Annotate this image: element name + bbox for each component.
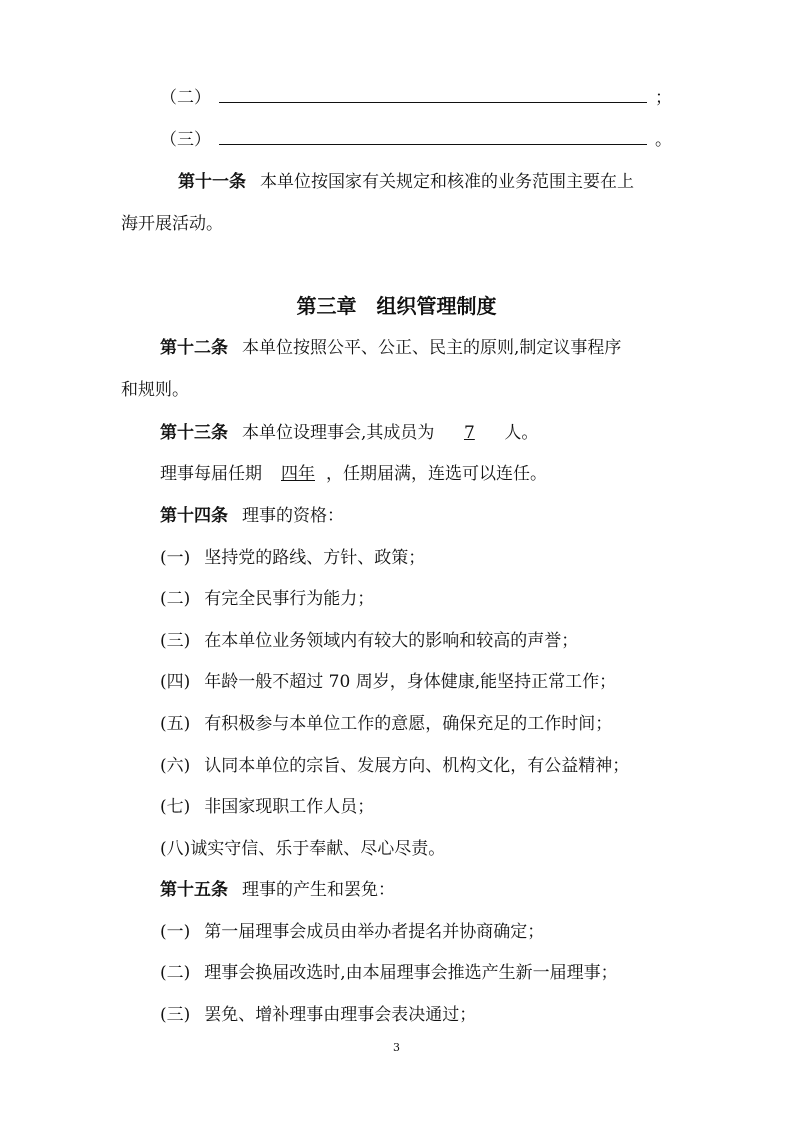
- article-12-line-1: [160, 336, 669, 360]
- list-item-label: (五): [160, 714, 191, 734]
- article-11-line-2: [121, 212, 669, 236]
- term-text-before: 理事每届任期: [160, 464, 262, 484]
- article-12-heading: 第十二条: [160, 338, 228, 358]
- list-item-label: (一): [160, 922, 191, 942]
- article-13-line-2: [160, 462, 669, 486]
- term-length: 四年: [281, 464, 315, 484]
- article-12-text-2: 和规则。: [121, 380, 189, 400]
- blank-item-3-end: 。: [655, 130, 672, 150]
- list-item-text: 在本单位业务领域内有较大的影响和较高的声誉；: [204, 631, 579, 651]
- article-13-heading: 第十三条: [160, 423, 228, 443]
- article-11-heading: 第十一条: [178, 172, 246, 192]
- list-item-text: 罢免、增补理事由理事会表决通过；: [204, 1005, 477, 1025]
- blank-item-3: [160, 128, 672, 152]
- list-item-label: (七): [160, 797, 191, 817]
- article-15-intro: 理事的产生和罢免：: [242, 880, 395, 900]
- list-item: [160, 920, 669, 944]
- article-12-text-1: 本单位按照公平、公正、民主的原则,制定议事程序: [242, 338, 622, 358]
- list-item-label: (一): [160, 548, 191, 568]
- list-item-label: (三): [160, 1005, 191, 1025]
- list-item-text: 非国家现职工作人员；: [204, 797, 375, 817]
- list-item-label: (四): [160, 672, 191, 692]
- blank-item-2-end: ；: [655, 88, 672, 108]
- blank-item-2-label: （二）: [160, 88, 211, 108]
- list-item-text: 有完全民事行为能力；: [204, 589, 375, 609]
- list-item-text: 理事会换届改选时,由本届理事会推选产生新一届理事；: [204, 963, 618, 983]
- list-item-label: (二): [160, 589, 191, 609]
- article-13-text-after: 人。: [504, 423, 539, 443]
- list-item-text: 有积极参与本单位工作的意愿，确保充足的工作时间；: [204, 714, 613, 734]
- article-14-heading: 第十四条: [160, 506, 228, 526]
- blank-fill-line: [219, 86, 647, 103]
- article-13-line-1: [160, 421, 669, 445]
- list-item-text: 坚持党的路线、方针、政策；: [204, 548, 426, 568]
- list-item: [160, 837, 669, 861]
- article-14-heading-line: [160, 504, 669, 528]
- list-item-label: (三): [160, 631, 191, 651]
- article-15-heading: 第十五条: [160, 880, 228, 900]
- list-item-text: 诚实守信、乐于奉献、尽心尽责。: [190, 839, 446, 859]
- chapter-title: 第三章 组织管理制度: [296, 294, 497, 318]
- list-item-label: (八): [160, 839, 191, 859]
- list-item-text: 第一届理事会成员由举办者提名并协商确定；: [204, 922, 545, 942]
- article-14-intro: 理事的资格：: [242, 506, 344, 526]
- page-number: 3: [393, 1041, 400, 1054]
- article-11-line-1: [178, 170, 669, 194]
- blank-fill-line: [219, 128, 647, 145]
- article-11-text-2: 海开展活动。: [121, 214, 223, 234]
- article-15-heading-line: [160, 878, 669, 902]
- article-12-line-2: [121, 378, 669, 402]
- term-text-after: ，任期届满，连选可以连任。: [326, 464, 547, 484]
- article-11-text-1: 本单位按国家有关规定和核准的业务范围主要在上: [260, 172, 634, 192]
- list-item: [160, 670, 669, 694]
- blank-item-3-label: （三）: [160, 130, 211, 150]
- blank-item-2: [160, 86, 672, 110]
- list-item-text: 认同本单位的宗旨、发展方向、机构文化，有公益精神；: [204, 756, 630, 776]
- list-item: [160, 961, 669, 985]
- list-item: [160, 546, 669, 570]
- article-13-text-before: 本单位设理事会,其成员为: [242, 423, 435, 443]
- list-item: [160, 629, 669, 653]
- list-item: [160, 795, 669, 819]
- list-item: [160, 587, 669, 611]
- list-item-label: (二): [160, 963, 191, 983]
- list-item: [160, 754, 669, 778]
- list-item-label: (六): [160, 756, 191, 776]
- list-item: [160, 1003, 669, 1027]
- list-item: [160, 712, 669, 736]
- list-item-text: 年龄一般不超过 70 周岁，身体健康,能坚持正常工作；: [204, 672, 617, 692]
- member-count: 7: [463, 423, 475, 443]
